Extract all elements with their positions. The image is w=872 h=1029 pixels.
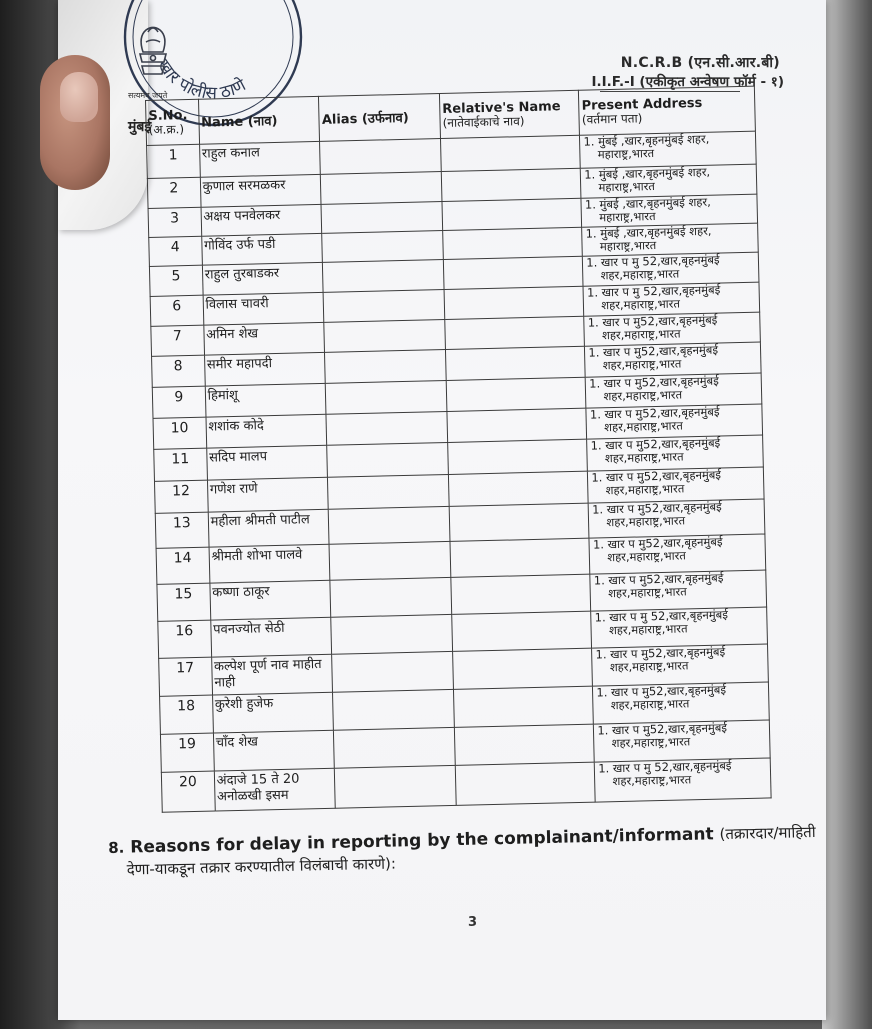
cell-sno: 19: [160, 733, 214, 772]
cell-name: कुरेशी हुजेफ: [212, 692, 334, 733]
cell-alias: [321, 202, 442, 234]
cell-sno: 17: [159, 657, 213, 696]
cell-relative: [446, 377, 586, 411]
cell-address: [592, 644, 768, 686]
cell-name: शशांक कोदे: [206, 414, 327, 448]
cell-relative: [442, 198, 582, 230]
section-8-title-en: Reasons for delay in reporting by the complainant/informant: [130, 824, 714, 858]
address-line-2: शहर,महाराष्ट्र,भारत: [608, 621, 688, 638]
cell-address: [588, 499, 764, 538]
cell-name: अमिन शेख: [203, 322, 324, 355]
section-8-number: 8.: [108, 838, 125, 857]
address-line-2: शहर,महाराष्ट्र,भारत: [604, 418, 683, 435]
cell-alias: [321, 172, 442, 205]
address-line-2: शहर,महाराष्ट्र,भारत: [606, 513, 686, 530]
cell-relative: [453, 648, 593, 689]
cell-name: राहुल कनाल: [199, 141, 320, 177]
address-line-1: 1. खार प मु52,खार,बृहनमुंबई: [590, 435, 721, 453]
cell-address: [593, 682, 769, 724]
cell-name: महीला श्रीमती पाटील: [208, 509, 329, 547]
cell-relative: [448, 471, 588, 506]
cell-address: [586, 373, 762, 408]
cell-relative: [441, 135, 581, 171]
cell-address: [594, 720, 770, 762]
address-line-1: 1. खार प मु52,खार,बृहनमुंबई: [595, 644, 726, 662]
cell-name: श्रीमती शोभा पालवे: [209, 544, 331, 583]
cell-address: [585, 342, 761, 377]
address-line-2: शहर,महाराष्ट्र,भारत: [601, 326, 681, 343]
cell-name: गोविंद उर्फ पडी: [201, 233, 322, 265]
address-line-1: 1. खार प मु52,खार,बृहनमुंबई: [592, 534, 723, 552]
address-line-1: 1. खार प मु52,खार,बृहनमुंबई: [591, 499, 722, 517]
cell-name: हिमांशू: [205, 383, 326, 417]
address-line-1: 1. खार प मु 52,खार,बृहनमुंबई: [586, 282, 721, 300]
seal-city: मुंबई: [128, 119, 152, 135]
cell-sno: 14: [156, 547, 209, 584]
form-code: N.C.R.B (एन.सी.आर.बी): [620, 55, 780, 71]
accused-table-container: [145, 85, 797, 840]
address-line-2: शहर,महाराष्ट्र,भारत: [600, 266, 680, 283]
cell-address: [582, 223, 758, 256]
section-8-title-mr-1: (तक्रारदार/माहिती: [719, 822, 816, 844]
cell-sno: 11: [154, 448, 207, 481]
cell-relative: [445, 316, 585, 349]
cell-alias: [320, 139, 441, 175]
address-line-2: शहर,महाराष्ट्र,भारत: [602, 356, 682, 373]
cell-relative: [454, 686, 594, 727]
cell-sno: 9: [152, 386, 205, 418]
cell-sno: 6: [150, 295, 203, 326]
col-header-alias: Alias (उर्फनाव): [319, 94, 441, 142]
address-line-1: 1. खार प मु52,खार,बृहनमुंबई: [588, 342, 719, 360]
cell-name: गणेश राणे: [207, 477, 328, 512]
photo-right-edge: [822, 0, 872, 1029]
address-line-1: 1. खार प मु52,खार,बृहनमुंबई: [596, 682, 727, 700]
address-line-2: शहर,महाराष्ट्र,भारत: [605, 481, 685, 498]
national-emblem-icon: [128, 22, 178, 92]
cell-sno: 20: [161, 771, 215, 812]
address-line-1: 1. मुंबई ,खार,बृहनमुंबई शहर,: [584, 194, 711, 212]
cell-address: [583, 252, 759, 286]
cell-relative: [445, 346, 585, 380]
cell-address: [584, 312, 760, 346]
cell-alias: [322, 231, 443, 263]
cell-name: पवनज्योत सेठी: [210, 617, 332, 657]
col-header-address: Present Address (वर्तमान पता): [579, 86, 756, 135]
cell-sno: 5: [149, 265, 202, 296]
cell-name: विलास चावरी: [203, 292, 324, 325]
address-line-1: 1. खार प मु52,खार,बृहनमुंबई: [589, 404, 720, 422]
cell-name: अक्षय पनवेलकर: [201, 204, 322, 236]
cell-address: [588, 467, 764, 503]
col-header-name: Name (नाव): [198, 96, 320, 144]
cell-name: कुणाल सरमळकर: [200, 174, 321, 207]
address-line-1: 1. खार प मु52,खार,बृहनमुंबई: [593, 570, 724, 588]
cell-alias: [327, 442, 448, 477]
thumbnail-nail: [60, 72, 98, 122]
seal-motto: सत्यमेव जयते: [128, 91, 168, 100]
cell-sno: 18: [160, 695, 214, 734]
address-line-1: 1. खार प मु 52,खार,बृहनमुंबई: [598, 758, 732, 776]
cell-alias: [329, 506, 450, 544]
cell-address: [591, 607, 767, 648]
col-header-relative: Relative's Name (नातेवाईकाचे नाव): [439, 90, 579, 138]
cell-alias: [326, 380, 447, 414]
cell-address: [586, 404, 762, 439]
cell-alias: [329, 541, 451, 580]
address-line-2: शहर,महाराष्ट्र,भारत: [611, 734, 691, 751]
cell-relative: [450, 538, 590, 577]
col-header-sno: S.No. (अ.क्र.): [146, 99, 200, 145]
section-8-title-mr-2: देणा-याकडून तक्रार करण्यातील विलंबाची कारणे):: [126, 854, 397, 879]
address-line-1: 1. खार प मु52,खार,बृहनमुंबई: [597, 720, 728, 738]
cell-alias: [335, 765, 457, 808]
cell-address: [580, 131, 756, 168]
address-line-2: महाराष्ट्र,भारत: [599, 209, 656, 225]
cell-relative: [455, 762, 595, 805]
cell-alias: [323, 260, 444, 293]
cell-sno: 13: [155, 512, 208, 548]
address-line-2: महाराष्ट्र,भारत: [599, 237, 657, 254]
cell-address: [589, 534, 765, 574]
cell-sno: 16: [158, 620, 212, 658]
cell-alias: [325, 349, 446, 383]
cell-address: [581, 164, 757, 198]
cell-name: चॉंद शेख: [213, 730, 335, 771]
cell-alias: [334, 727, 456, 768]
cell-sno: 7: [151, 325, 204, 356]
cell-relative: [443, 227, 583, 259]
cell-alias: [324, 319, 445, 352]
address-line-1: 1. खार प मु52,खार,बृहनमुंबई: [587, 312, 718, 330]
address-line-1: 1. मुंबई ,खार,बृहनमुंबई शहर,: [584, 164, 711, 182]
cell-name: कष्णा ठाकूर: [210, 580, 332, 620]
address-line-1: 1. खार प मु52,खार,बृहनमुंबई: [589, 373, 719, 391]
cell-alias: [326, 411, 447, 445]
address-line-2: शहर,महाराष्ट्र,भारत: [603, 387, 683, 404]
cell-alias: [332, 651, 454, 692]
address-line-2: महाराष्ट्र,भारत: [597, 146, 655, 162]
page-number: 3: [468, 915, 478, 930]
cell-address: [590, 570, 766, 611]
cell-sno: 3: [148, 207, 201, 237]
cell-name: सदिप मालप: [206, 445, 327, 480]
cell-alias: [333, 689, 455, 730]
address-line-2: शहर,महाराष्ट्र,भारत: [607, 584, 687, 601]
cell-sno: 8: [152, 355, 205, 387]
cell-alias: [323, 290, 444, 323]
cell-address: [587, 435, 763, 471]
cell-sno: 10: [153, 417, 206, 449]
cell-sno: 15: [157, 583, 211, 621]
cell-sno: 12: [154, 480, 207, 513]
address-line-1: 1. मुंबई ,खार,बृहनमुंबई शहर,: [585, 223, 712, 241]
cell-relative: [451, 574, 591, 614]
cell-relative: [449, 503, 589, 541]
cell-relative: [454, 724, 594, 765]
cell-name: कल्पेश पूर्ण नाव माहीत नाही: [211, 654, 333, 695]
cell-alias: [331, 614, 453, 654]
address-line-1: 1. खार प मु 52,खार,बृहनमुंबई: [594, 607, 729, 625]
cell-address: [583, 282, 759, 316]
cell-relative: [447, 408, 587, 442]
cell-name: अंदाजे 15 ते 20 अनोळखी इसम: [214, 768, 336, 811]
cell-alias: [328, 474, 449, 509]
address-line-1: 1. खार प मु 52,खार,बृहनमुंबई: [586, 252, 720, 270]
address-line-2: शहर,महाराष्ट्र,भारत: [610, 696, 690, 713]
accused-table: [145, 86, 772, 813]
address-line-2: शहर,महाराष्ट्र,भारत: [609, 658, 689, 675]
seal-arc-text: खार पोलीस ठाणे: [152, 55, 250, 104]
cell-address: [581, 194, 757, 227]
cell-sno: 1: [147, 144, 200, 178]
address-line-2: महाराष्ट्र,भारत: [598, 179, 656, 195]
address-line-2: शहर,महाराष्ट्र,भारत: [607, 548, 687, 565]
cell-name: समीर महापदी: [204, 352, 325, 386]
address-line-1: 1. खार प मु52,खार,बृहनमुंबई: [591, 467, 722, 485]
form-title: I.I.F.-I (एकीकृत अन्वेषण फॉर्म - १): [591, 74, 784, 90]
cell-address: [595, 758, 772, 802]
address-line-2: शहर,महाराष्ट्र,भारत: [612, 772, 692, 789]
address-line-2: शहर,महाराष्ट्र,भारत: [601, 296, 681, 313]
cell-relative: [452, 611, 592, 651]
cell-sno: 4: [149, 236, 202, 266]
cell-alias: [330, 577, 452, 617]
cell-sno: 2: [147, 177, 200, 208]
cell-relative: [441, 168, 581, 201]
cell-name: राहुल तुरबाडकर: [202, 262, 323, 295]
cell-relative: [444, 286, 584, 319]
cell-relative: [448, 439, 588, 474]
address-line-2: शहर,महाराष्ट्र,भारत: [604, 449, 684, 466]
address-line-1: 1. मुंबई ,खार,बृहनमुंबई शहर,: [583, 131, 710, 149]
cell-relative: [443, 256, 583, 289]
